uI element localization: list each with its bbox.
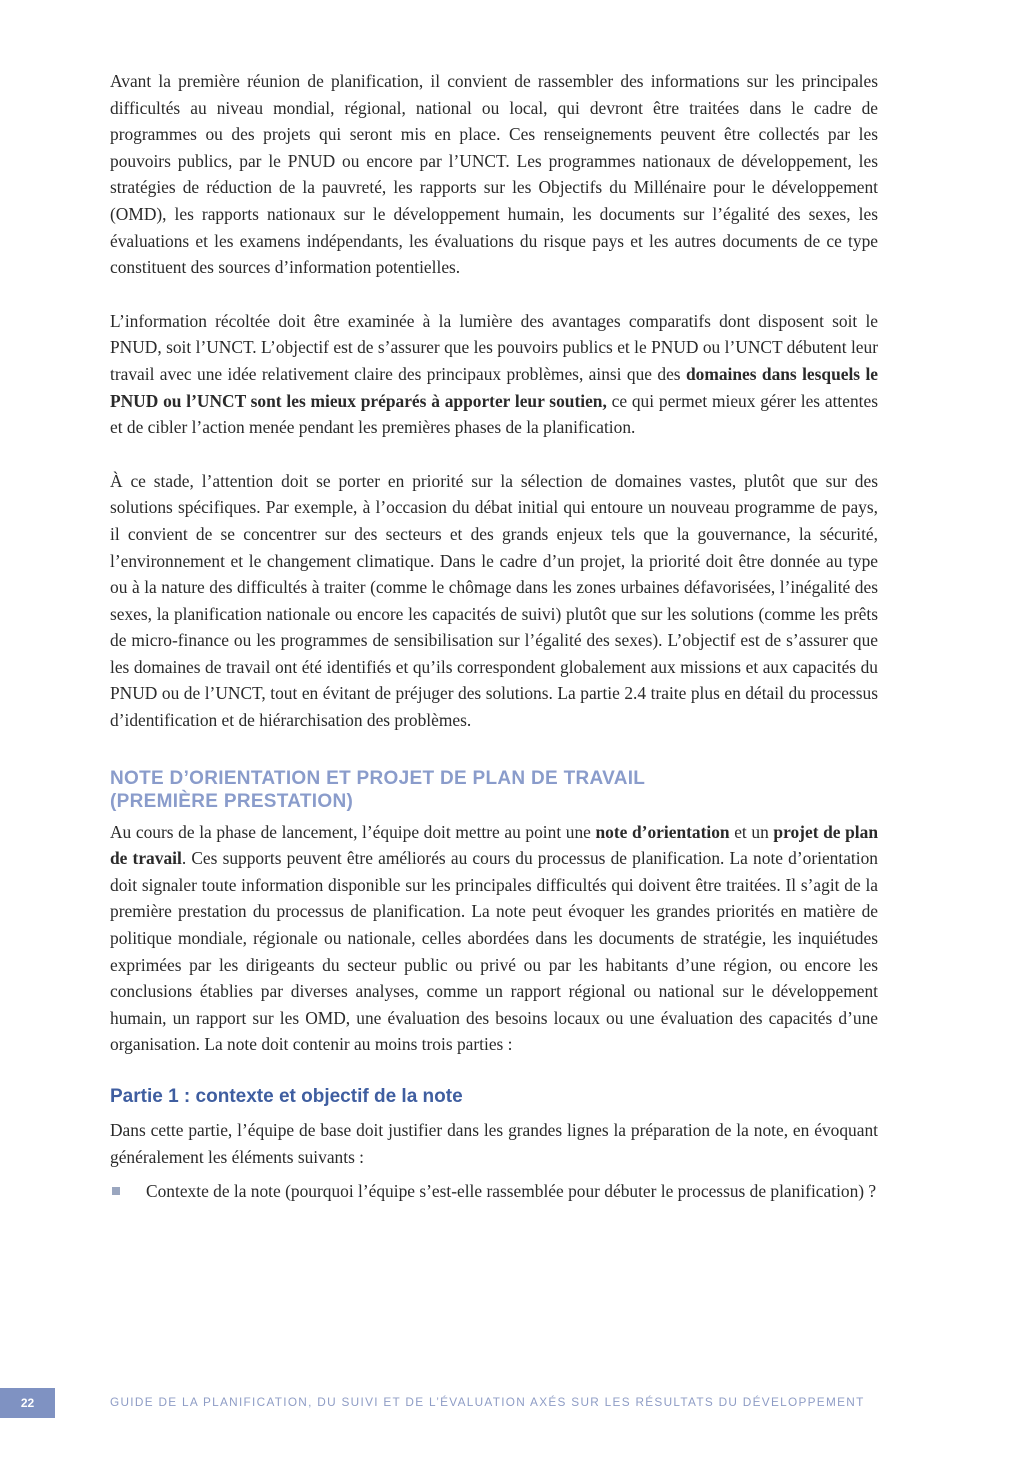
list-item-text: Contexte de la note (pourquoi l’équipe s’est-elle rassemblée pour débuter le processus de planification) ? <box>146 1181 877 1202</box>
paragraph-text: Au cours de la phase de lancement, l’équipe doit mettre au point une <box>110 821 596 842</box>
paragraph-part1: Dans cette partie, l’équipe de base doit justifier dans les grandes lignes la préparation de la note, en évoquant généralement les éléments suivants : <box>110 1120 878 1167</box>
section-heading <box>110 767 878 813</box>
page-content <box>110 68 878 1205</box>
emphasis-text: domaines dans lesquels le PNUD ou l’UNCT sont les mieux préparés à apporter leur soutien, <box>110 363 879 411</box>
paragraph-text: . Ces supports peuvent être améliorés au cours du processus de planification. La note d’orientation doit signaler toute information disponible sur les principales difficultés qui doivent être traitées. Il s’agit de la première prestation du processus de planification. La note peut évoquer les grandes priorités en matière de politique mondiale, régionale ou nationale, celles abordées dans les documents de stratégie, les inquiétudes exprimées par les dirigeants du secteur public ou privé ou par les habitants d’une région, ou encore les conclusions établies par diverses analyses, comme un rapport régional ou national sur le développement humain, un rapport sur les OMD, une évaluation des besoins locaux ou une évaluation des capacités d’une organisation. La note doit contenir au moins trois parties : <box>110 848 878 1055</box>
subsection-heading: Partie 1 : contexte et objectif de la note <box>110 1086 463 1107</box>
paragraph-comparative-advantages <box>110 308 878 441</box>
page-number: 22 <box>0 1388 55 1418</box>
square-bullet-icon <box>112 1187 120 1195</box>
emphasis-text: note d’orientation <box>595 821 730 842</box>
bullet-list <box>110 1178 878 1205</box>
paragraph-priorities: À ce stade, l’attention doit se porter en priorité sur la sélection de domaines vastes, plutôt que sur des solutions spécifiques. Par exemple, à l’occasion du débat initial qui entoure un nouveau programme de pays, il convient de se concentrer sur des secteurs et des grands enjeux tels que la gouvernance, la sécurité, l’environnement et le changement climatique. Dans le cadre d’un projet, la priorité doit être donnée au type ou à la nature des difficultés à traiter (comme le chômage dans les zones urbaines défavorisées, l’inégalité des sexes, la planification nationale ou encore les capacités de suivi) plutôt que sur les solutions (comme les prêts de micro-finance ou les programmes de sensibilisation sur l’égalité des sexes). L’objectif est de s’assurer que les domaines de travail ont été identifiés et qu’ils correspondent globalement aux missions et aux capacités du PNUD ou de l’UNCT, tout en évitant de préjuger des solutions. La partie 2.4 traite plus en détail du processus d’identification et de hiérarchisation des problèmes. <box>110 470 878 731</box>
list-item <box>110 1178 878 1205</box>
paragraph-text: L’information récoltée doit être examinée à la lumière des avantages comparatifs dont disposent soit le PNUD, soit l’UNCT. L’objectif est de s’assurer que les pouvoirs publics et le PNUD ou l’UNCT débutent leur travail avec une idée relativement claire des principaux problèmes, ainsi que des <box>110 310 878 384</box>
section-heading-line1: NOTE D’ORIENTATION ET PROJET DE PLAN DE TRAVAIL <box>110 767 646 789</box>
running-footer-title: GUIDE DE LA PLANIFICATION, DU SUIVI ET DE L’ÉVALUATION AXÉS SUR LES RÉSULTATS DU DÉVELOPPEMENT <box>110 1395 865 1409</box>
paragraph-orientation-note <box>110 819 878 1058</box>
section-heading-line2: (PREMIÈRE PRESTATION) <box>110 790 354 812</box>
paragraph-intro: Avant la première réunion de planification, il convient de rassembler des informations sur les principales difficultés au niveau mondial, régional, national ou local, qui devront être traitées dans le cadre de programmes ou des projets qui seront mis en place. Ces renseignements peuvent être collectés par les pouvoirs publics, par le PNUD ou encore par l’UNCT. Les programmes nationaux de développement, les stratégies de réduction de la pauvreté, les rapports sur les Objectifs du Millénaire pour le développement (OMD), les rapports nationaux sur le développement humain, les documents sur l’égalité des sexes, les évaluations et les examens indépendants, les évaluations du risque pays et les autres documents de ce type constituent des sources d’information potentielles. <box>110 71 878 278</box>
paragraph-text: ce qui permet mieux gérer les attentes et de cibler l’action menée pendant les premières phases de la planification. <box>110 390 878 438</box>
emphasis-text: projet de plan de travail <box>110 821 878 869</box>
paragraph-text: et un <box>729 821 774 842</box>
